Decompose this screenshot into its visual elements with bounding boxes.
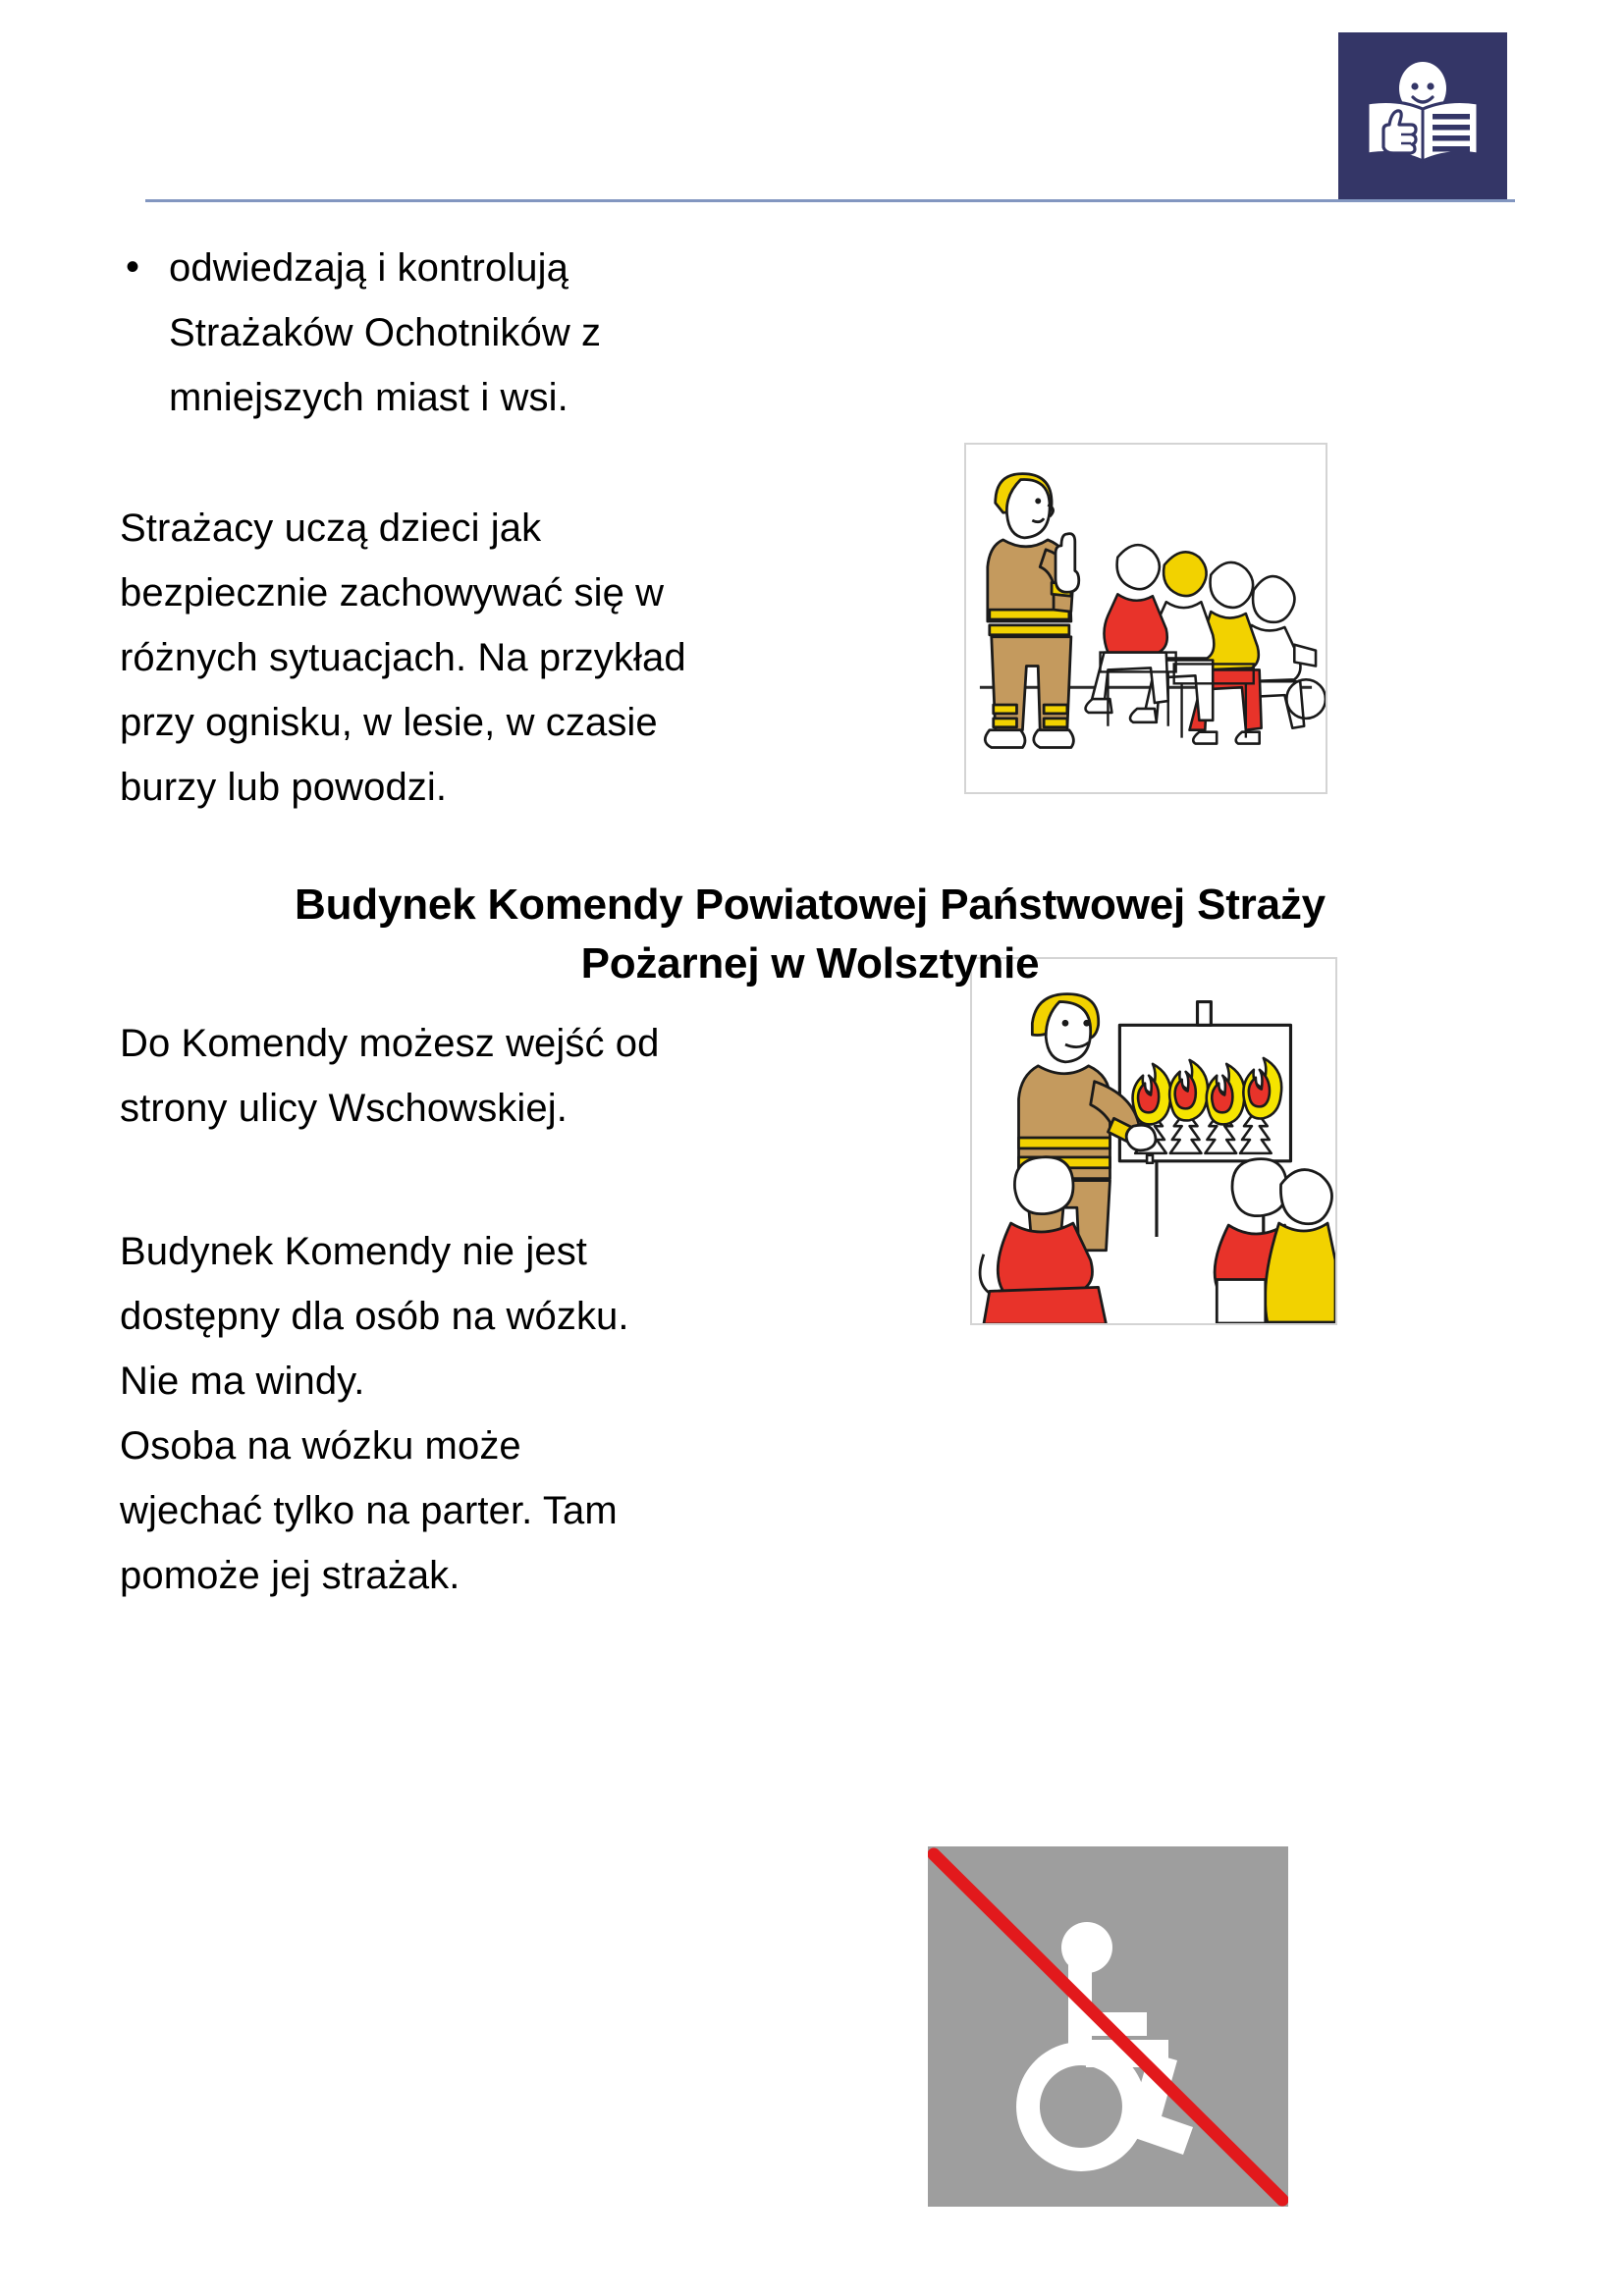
- fire-safety-lesson-illustration: [970, 957, 1337, 1325]
- page-title: [128, 876, 1492, 993]
- paragraph-line: burzy lub powodzi.: [120, 766, 448, 809]
- page-header: [0, 0, 1624, 206]
- firefighter-briefing-illustration: [964, 443, 1327, 794]
- paragraph-line: przy ognisku, w lesie, w czasie: [120, 701, 658, 744]
- figure-alt-text: [966, 792, 967, 793]
- paragraph-line: Strażacy uczą dzieci jak: [120, 507, 542, 550]
- paragraph-line: strony ulicy Wschowskiej.: [120, 1087, 568, 1130]
- no-wheelchair-access-sign: [928, 1846, 1288, 2207]
- paragraph-line: Budynek Komendy nie jest: [120, 1230, 588, 1273]
- bullet-list-block: [118, 236, 884, 430]
- easy-to-read-logo: [1338, 32, 1507, 201]
- paragraph-entrance: [120, 1011, 866, 1141]
- header-divider-rule: [145, 199, 1515, 202]
- paragraph-line: dostępny dla osób na wózku.: [120, 1295, 629, 1338]
- list-item-line: Strażaków Ochotników z: [169, 311, 602, 354]
- list-item: [169, 236, 884, 430]
- paragraph-line: różnych sytuacjach. Na przykład: [120, 636, 686, 679]
- paragraph-accessibility: [120, 1219, 866, 1608]
- paragraph-line: Osoba na wózku może: [120, 1424, 521, 1468]
- paragraph-line: wjechać tylko na parter. Tam: [120, 1489, 618, 1532]
- paragraph-line: pomoże jej strażak.: [120, 1554, 460, 1597]
- paragraph-line: Do Komendy możesz wejść od: [120, 1022, 660, 1065]
- figure-alt-text: [972, 1323, 973, 1324]
- list-item-line: mniejszych miast i wsi.: [169, 376, 568, 419]
- list-item-line: • odwiedzają i kontrolują: [169, 246, 568, 290]
- page-title-line: Budynek Komendy Powiatowej Państwowej Straży: [295, 881, 1326, 930]
- figure-alt-text: [928, 2207, 929, 2208]
- paragraph-line: bezpiecznie zachowywać się w: [120, 571, 665, 614]
- paragraph-line: Nie ma windy.: [120, 1360, 365, 1403]
- paragraph-firefighters-teach: [120, 496, 866, 820]
- page-title-line: Pożarnej w Wolsztynie: [580, 939, 1040, 988]
- bullet-list: [118, 236, 884, 430]
